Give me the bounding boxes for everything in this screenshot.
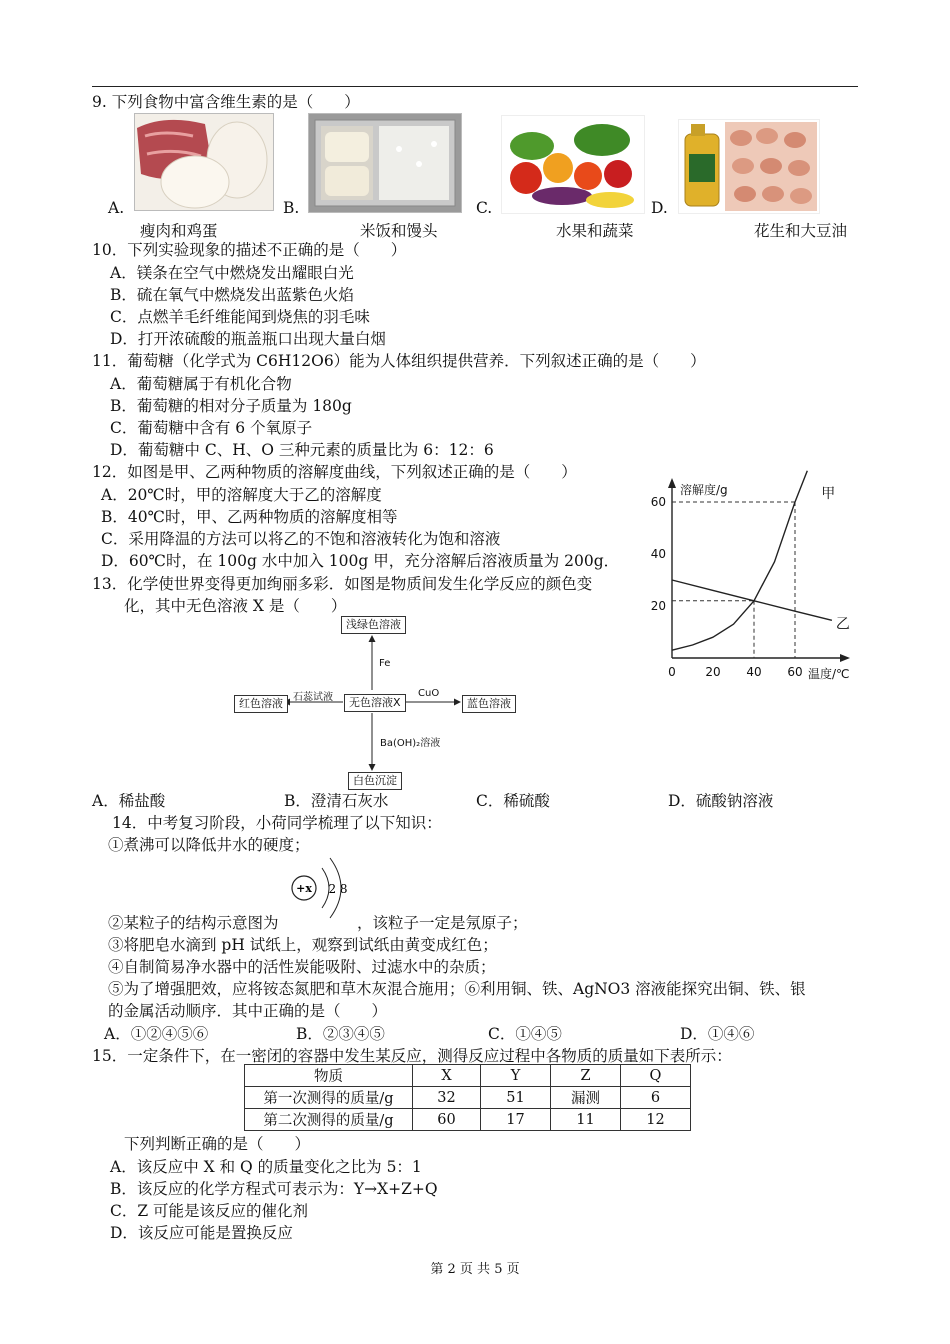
bottom-arrow-label: Ba(OH)₂溶液 xyxy=(380,738,441,749)
q14-option-b: B．②③④⑤ xyxy=(296,1025,385,1043)
q12-option-c: C．采用降温的方法可以将乙的不饱和溶液转化为饱和溶液 xyxy=(101,530,501,548)
left-box: 红色溶液 xyxy=(234,695,288,713)
q9-option-a-caption: 瘦肉和鸡蛋 xyxy=(140,222,218,240)
q15-option-a: A．该反应中 X 和 Q 的质量变化之比为 5：1 xyxy=(110,1158,422,1176)
table-cell: 11 xyxy=(551,1109,621,1131)
q15-sub-question: 下列判断正确的是（ ） xyxy=(124,1135,311,1153)
table-header-cell: X xyxy=(413,1065,481,1087)
x-tick-label: 40 xyxy=(746,665,762,679)
q14-item4: ④自制简易净水器中的活性炭能吸附、过滤水中的杂质； xyxy=(108,958,496,976)
solubility-chart xyxy=(640,470,860,690)
q15-option-c: C．Z 可能是该反应的催化剂 xyxy=(110,1202,309,1220)
q13-option-c: C．稀硫酸 xyxy=(476,792,550,810)
left-arrow-label: 石蕊试液 xyxy=(293,692,333,703)
atom-structure-diagram xyxy=(288,852,358,932)
fruits-vegetables-image xyxy=(501,115,645,214)
table-row xyxy=(245,1087,691,1109)
right-arrow-label: CuO xyxy=(418,688,440,699)
right-box: 蓝色溶液 xyxy=(462,695,516,713)
q13-option-b: B．澄清石灰水 xyxy=(284,792,389,810)
q9-option-c-letter: C. xyxy=(476,199,493,217)
meat-eggs-image xyxy=(134,113,274,211)
q14-item5: ⑤为了增强肥效，应将铵态氮肥和草木灰混合施用；⑥利用铜、铁、AgNO3 溶液能探究出铜、铁、银 xyxy=(108,980,806,998)
q11-option-c: C．葡萄糖中含有 6 个氧原子 xyxy=(110,419,313,437)
q13-stem-line2: 化，其中无色溶液 X 是（ ） xyxy=(124,597,347,615)
table-header-cell: 物质 xyxy=(245,1065,413,1087)
q9-stem: 9. 下列食物中富含维生素的是（ ） xyxy=(92,93,360,111)
y-axis-arrow xyxy=(668,478,676,488)
q14-item1: ①煮沸可以降低井水的硬度； xyxy=(108,836,310,854)
table-cell: 51 xyxy=(481,1087,551,1109)
q12-option-a: A．20℃时，甲的溶解度大于乙的溶解度 xyxy=(101,486,382,504)
x-axis-arrow xyxy=(840,654,850,662)
q9-option-d-caption: 花生和大豆油 xyxy=(754,222,848,240)
peanuts-oil-image xyxy=(678,119,820,214)
x-tick-label: 0 xyxy=(668,665,676,679)
q14-option-d: D．①④⑥ xyxy=(680,1025,755,1043)
center-box: 无色溶液X xyxy=(344,694,406,712)
q9-option-d-letter: D. xyxy=(651,199,668,217)
q14-item2a: ②某粒子的结构示意图为 xyxy=(108,914,279,932)
table-header-row xyxy=(245,1065,691,1087)
table-cell: 第二次测得的质量/g xyxy=(245,1109,413,1131)
q14-option-c: C．①④⑤ xyxy=(488,1025,562,1043)
q15-option-d: D．该反应可能是置换反应 xyxy=(110,1224,293,1242)
q15-option-b: B．该反应的化学方程式可表示为：Y→X+Z+Q xyxy=(110,1180,438,1198)
bottom-box: 白色沉淀 xyxy=(348,772,402,790)
header-rule xyxy=(92,86,858,87)
table-cell: 12 xyxy=(621,1109,691,1131)
q11-option-b: B．葡萄糖的相对分子质量为 180g xyxy=(110,397,352,415)
x-tick-label: 20 xyxy=(705,665,721,679)
q13-stem-line1: 13．化学使世界变得更加绚丽多彩．如图是物质间发生化学反应的颜色变 xyxy=(92,575,593,593)
q11-option-d: D．葡萄糖中 C、H、O 三种元素的质量比为 6：12：6 xyxy=(110,441,494,459)
q14-stem: 14．中考复习阶段，小荷同学梳理了以下知识： xyxy=(112,814,442,832)
q13-option-a: A．稀盐酸 xyxy=(92,792,166,810)
nucleus-charge: +x xyxy=(296,882,312,895)
y-tick-label: 40 xyxy=(650,547,666,561)
rice-buns-image xyxy=(308,113,462,213)
top-box: 浅绿色溶液 xyxy=(341,616,406,634)
q11-option-a: A．葡萄糖属于有机化合物 xyxy=(110,375,292,393)
y-tick-label: 20 xyxy=(650,599,666,613)
q10-option-b: B．硫在氧气中燃烧发出蓝紫色火焰 xyxy=(110,286,354,304)
q10-stem: 10．下列实验现象的描述不正确的是（ ） xyxy=(92,241,407,259)
q14-item2b: ，该粒子一定是氖原子； xyxy=(357,914,528,932)
q9-option-a-letter: A. xyxy=(108,199,125,217)
q12-stem: 12．如图是甲、乙两种物质的溶解度曲线，下列叙述正确的是（ ） xyxy=(92,463,577,481)
table-cell: 60 xyxy=(413,1109,481,1131)
series-label: 甲 xyxy=(821,486,836,502)
y-axis-label: 溶解度/g xyxy=(680,483,728,497)
q10-option-c: C．点燃羊毛纤维能闻到烧焦的羽毛味 xyxy=(110,308,370,326)
q14-item3: ③将肥皂水滴到 pH 试纸上，观察到试纸由黄变成红色； xyxy=(108,936,498,954)
q12-option-b: B．40℃时，甲、乙两种物质的溶解度相等 xyxy=(101,508,398,526)
series-line-jia xyxy=(672,471,807,650)
q13-option-d: D．硫酸钠溶液 xyxy=(668,792,774,810)
q15-table xyxy=(244,1064,691,1131)
table-row xyxy=(245,1109,691,1131)
table-header-cell: Z xyxy=(551,1065,621,1087)
q10-option-a: A．镁条在空气中燃烧发出耀眼白光 xyxy=(110,264,354,282)
q14-item5-cont: 的金属活动顺序．其中正确的是（ ） xyxy=(108,1002,388,1020)
table-cell: 17 xyxy=(481,1109,551,1131)
q10-option-d: D．打开浓硫酸的瓶盖瓶口出现大量白烟 xyxy=(110,330,386,348)
table-header-cell: Y xyxy=(481,1065,551,1087)
table-cell: 漏测 xyxy=(551,1087,621,1109)
q14-option-a: A．①②④⑤⑥ xyxy=(104,1025,209,1043)
table-cell: 第一次测得的质量/g xyxy=(245,1087,413,1109)
table-cell: 32 xyxy=(413,1087,481,1109)
series-label: 乙 xyxy=(835,616,850,633)
x-tick-label: 60 xyxy=(787,665,803,679)
q9-option-b-caption: 米饭和馒头 xyxy=(360,222,438,240)
y-tick-label: 60 xyxy=(650,495,666,509)
top-arrow-label: Fe xyxy=(379,658,391,669)
q11-stem: 11．葡萄糖（化学式为 C6H12O6）能为人体组织提供营养．下列叙述正确的是（ ） xyxy=(92,352,706,370)
q15-stem: 15．一定条件下，在一密闭的容器中发生某反应，测得反应过程中各物质的质量如下表所示： xyxy=(92,1047,732,1065)
x-axis-label: 温度/℃ xyxy=(808,667,850,681)
series-line-yi xyxy=(672,580,832,620)
shell-electrons: 2 8 xyxy=(328,882,348,896)
q9-option-c-caption: 水果和蔬菜 xyxy=(556,222,634,240)
page-footer: 第 2 页 共 5 页 xyxy=(430,1262,520,1277)
q12-option-d: D．60℃时，在 100g 水中加入 100g 甲，充分溶解后溶液质量为 200g． xyxy=(101,552,620,570)
q9-option-b-letter: B. xyxy=(283,199,300,217)
table-header-cell: Q xyxy=(621,1065,691,1087)
table-cell: 6 xyxy=(621,1087,691,1109)
